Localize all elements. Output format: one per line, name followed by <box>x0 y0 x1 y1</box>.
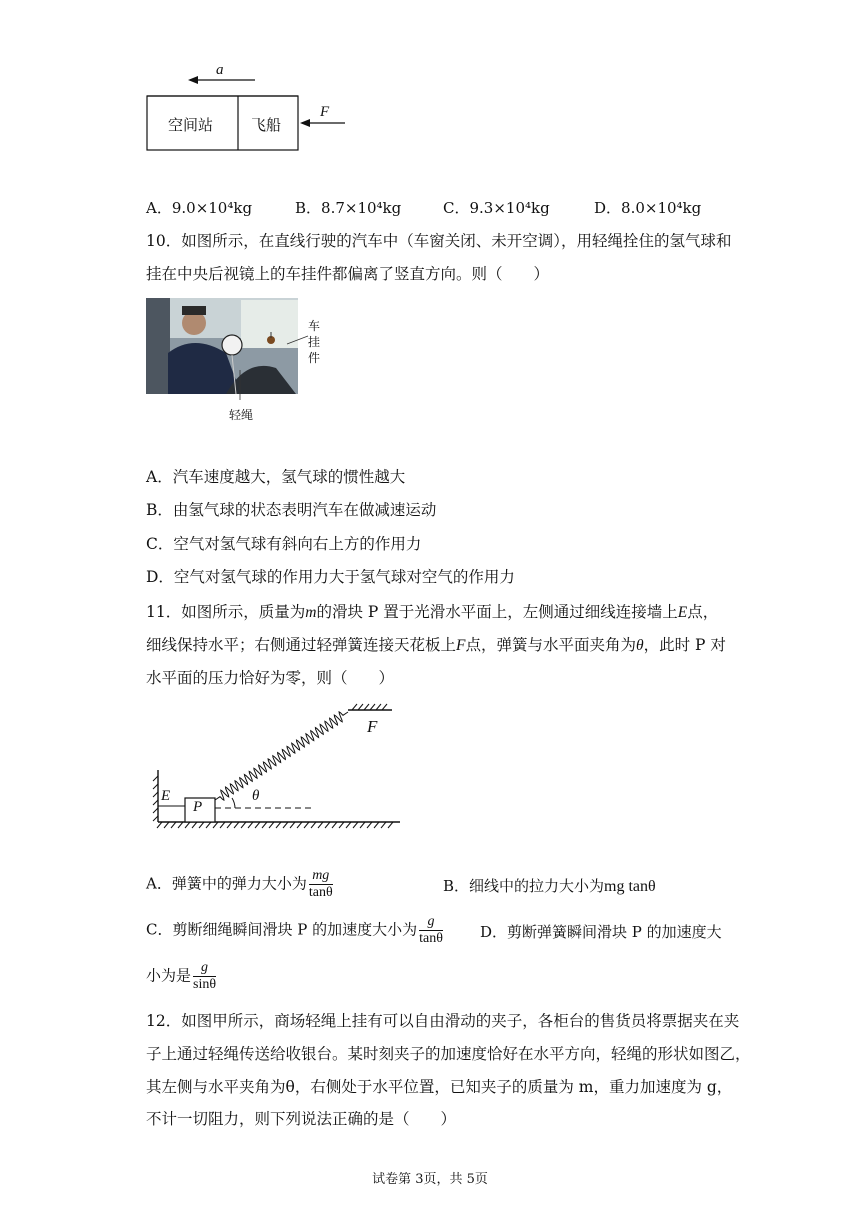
q9-option-c: C．9.3×10⁴kg <box>443 199 550 217</box>
space-station-label: 空间站 <box>168 116 214 134</box>
ceiling-point-f-label: F <box>367 717 378 736</box>
accel-label: a <box>216 62 224 78</box>
q10-option-d: D．空气对氢气球的作用力大于氢气球对空气的作用力 <box>146 568 515 586</box>
angle-theta-label: θ <box>252 788 260 804</box>
q11-option-d-cont: 小为是 $\frac{g}{\sin\theta}$ <box>146 960 217 992</box>
q10-option-b: B．由氢气球的状态表明汽车在做减速运动 <box>146 501 437 519</box>
q10-stem-line-2: 挂在中央后视镜上的车挂件都偏离了竖直方向。则（ ） <box>146 265 550 283</box>
q11-stem-line-1: 11．如图所示，质量为m的滑块 P 置于光滑水平面上，左侧通过细线连接墙上E点， <box>146 603 719 621</box>
page-footer: 试卷第 3页，共 5页 <box>372 1172 488 1187</box>
q12-stem-line-4: 不计一切阻力，则下列说法正确的是（ ） <box>146 1110 457 1128</box>
q11-option-c: C．剪断细绳瞬间滑块 P 的加速度大小为 $\frac{g}{\tan\theta}$ <box>146 914 443 946</box>
q11-option-d: D．剪断弹簧瞬间滑块 P 的加速度大 <box>480 923 722 941</box>
light-rope-label: 轻绳 <box>229 408 254 422</box>
force-label: F <box>320 104 330 120</box>
wall-point-e-label: E <box>161 788 171 804</box>
q10-option-a: A．汽车速度越大，氢气球的惯性越大 <box>146 468 406 486</box>
car-charm-label: 车挂件 <box>308 319 321 365</box>
q9-option-d: D．8.0×10⁴kg <box>594 199 702 217</box>
block-p-label: P <box>193 799 203 815</box>
q10-stem-line-1: 10．如图所示，在直线行驶的汽车中（车窗关闭、未开空调），用轻绳拴住的氢气球和 <box>146 232 732 250</box>
q12-stem-line-2: 子上通过轻绳传送给收银台。某时刻夹子的加速度恰好在水平方向，轻绳的形状如图乙， <box>146 1045 751 1063</box>
q11-stem-line-3: 水平面的压力恰好为零，则（ ） <box>146 669 395 687</box>
q9-option-b: B．8.7×10⁴kg <box>295 199 402 217</box>
q11-option-b: B．细线中的拉力大小为mg tanθ <box>443 877 656 895</box>
q10-option-c: C．空气对氢气球有斜向右上方的作用力 <box>146 535 422 553</box>
q11-stem-line-2: 细线保持水平；右侧通过轻弹簧连接天花板上F点，弹簧与水平面夹角为θ，此时 P 对 <box>146 636 726 654</box>
q9-option-a: A．9.0×10⁴kg <box>146 199 253 217</box>
q12-stem-line-1: 12．如图甲所示，商场轻绳上挂有可以自由滑动的夹子，各柜台的售货员将票据夹在夹 <box>146 1012 740 1030</box>
q12-stem-line-3: 其左侧与水平夹角为θ，右侧处于水平位置，已知夹子的质量为 m，重力加速度为 g， <box>146 1078 733 1096</box>
q11-option-a: A．弹簧中的弹力大小为 $\frac{mg}{\tan\theta}$ <box>146 868 333 900</box>
photo-pointer-lines <box>230 330 320 410</box>
spacecraft-label: 飞船 <box>251 116 282 134</box>
